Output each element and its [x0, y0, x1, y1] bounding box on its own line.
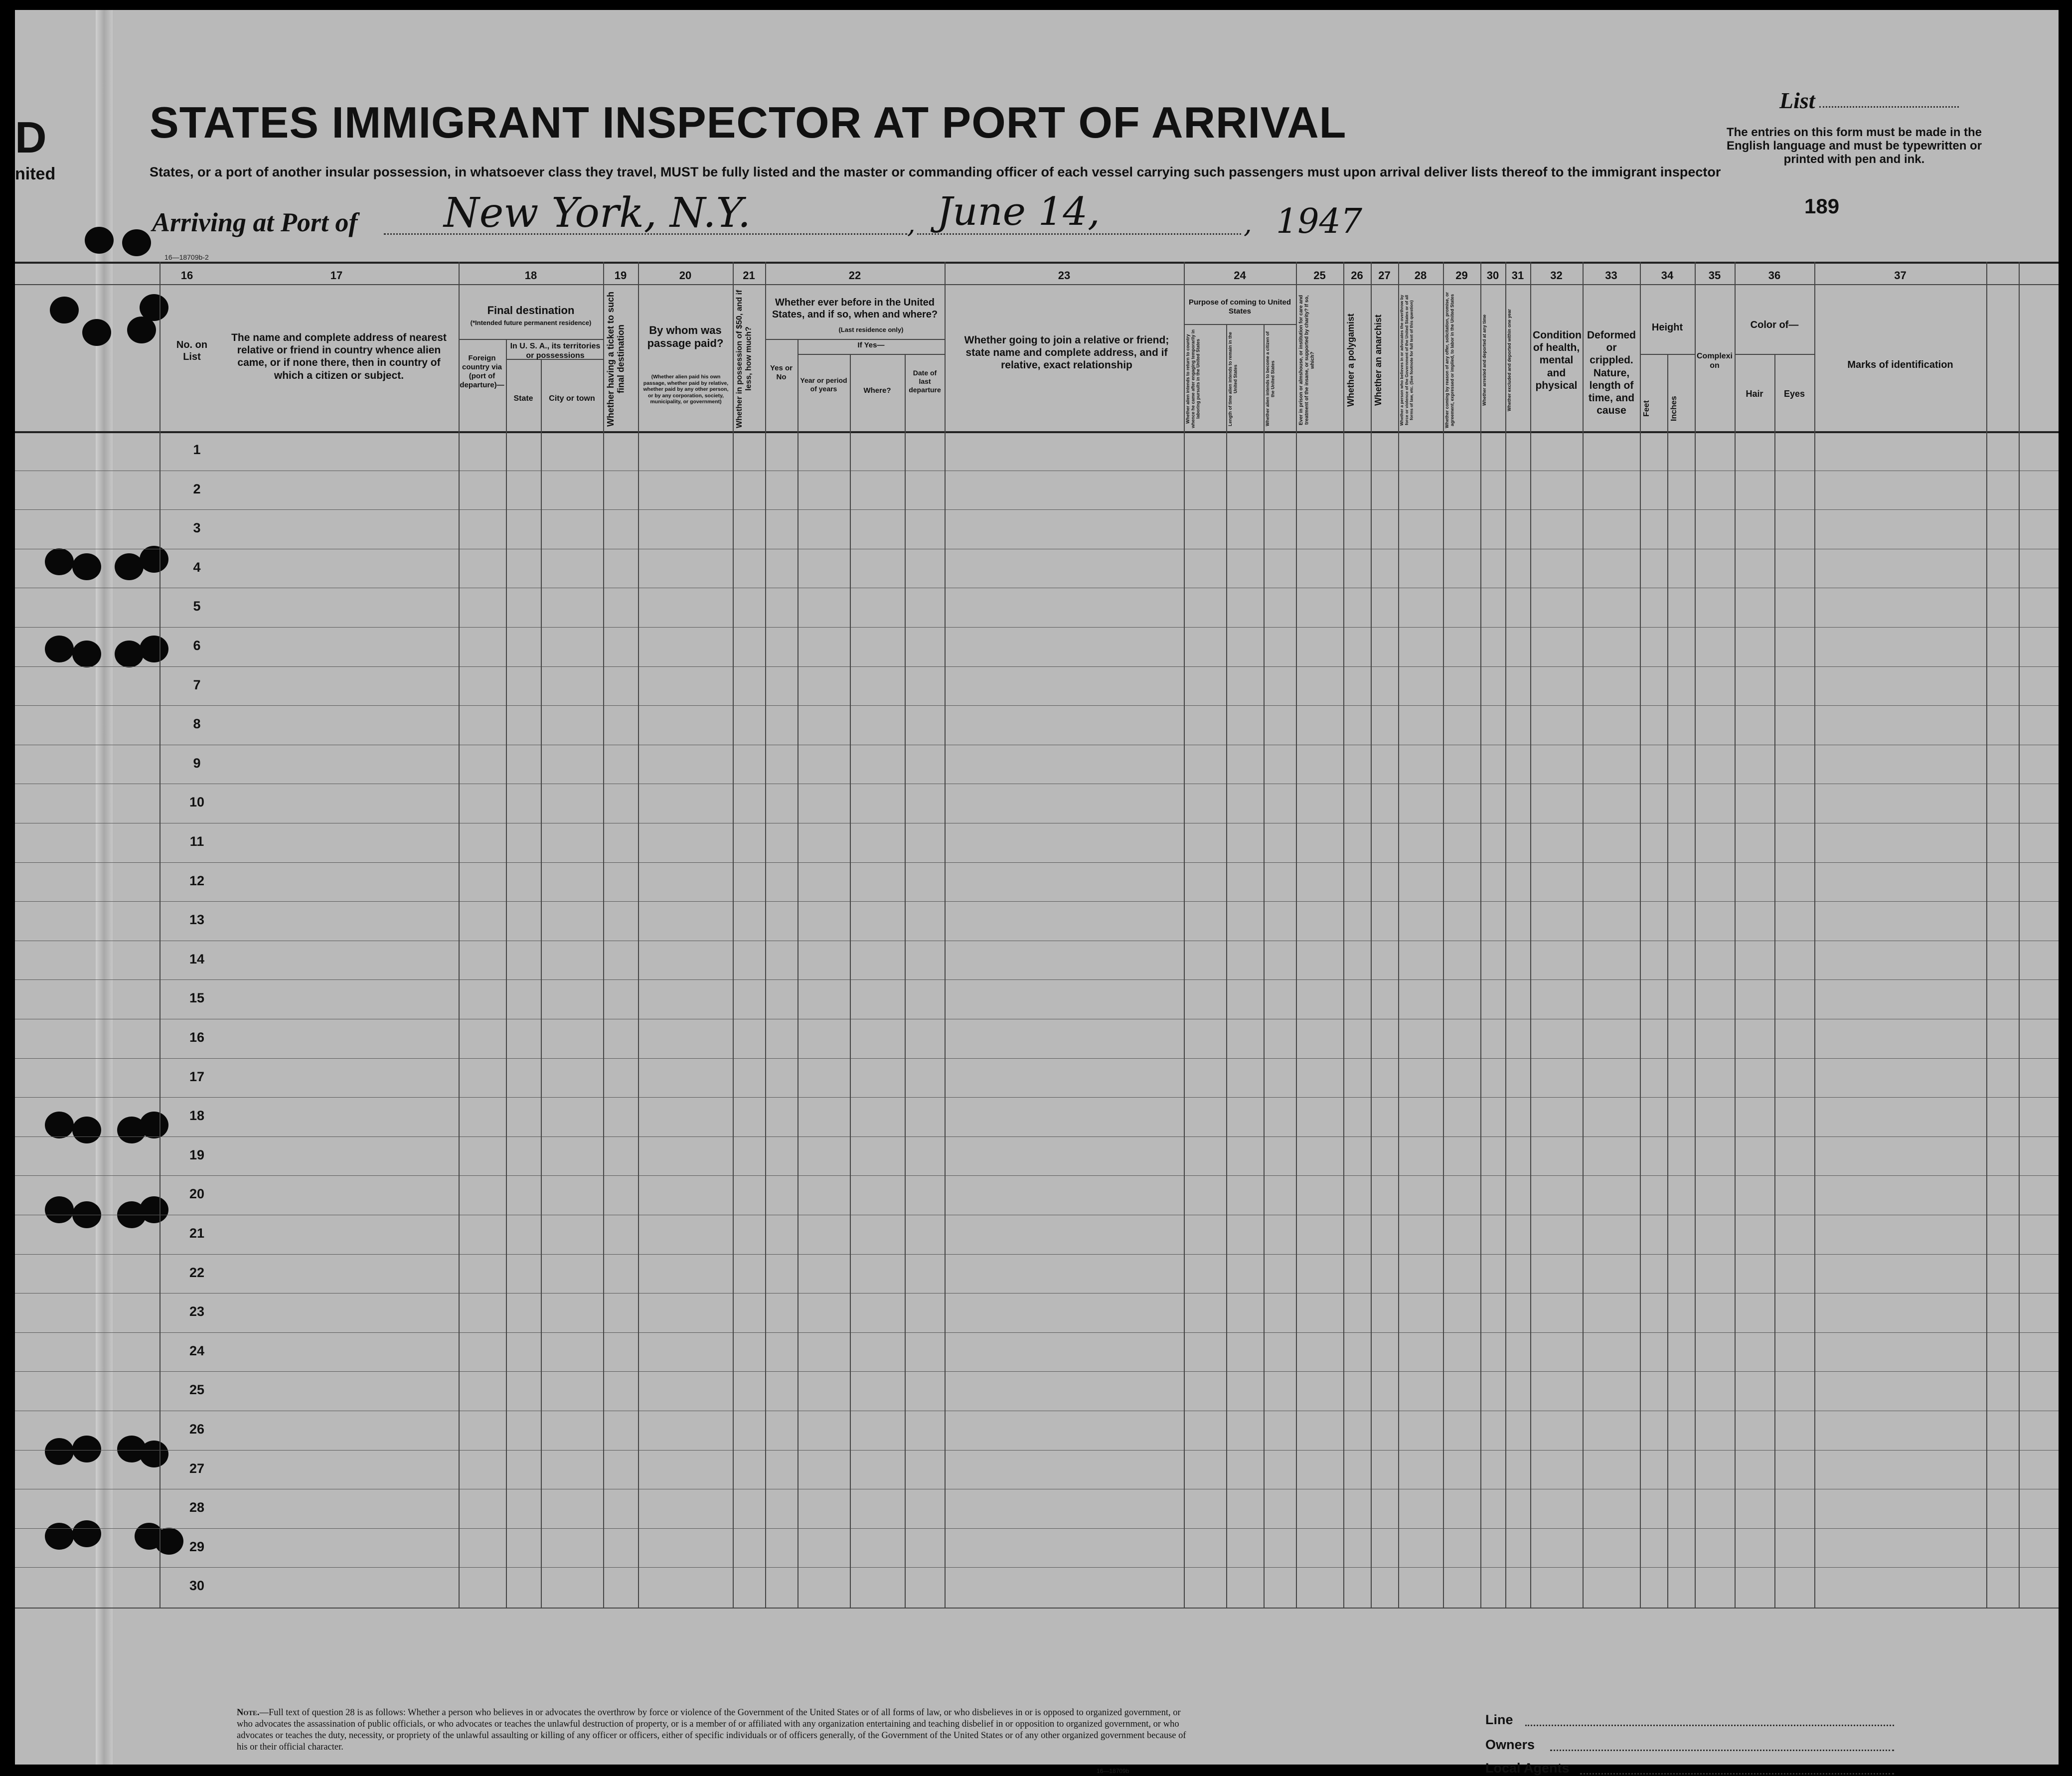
column-divider	[1443, 262, 1444, 1608]
column-number: 28	[1414, 269, 1427, 282]
punch-hole	[140, 1112, 168, 1138]
line-label: Line	[1485, 1712, 1513, 1727]
column-divider	[1398, 262, 1399, 1608]
header-passage-paid-note: (Whether alien paid his own passage, whether paid by relative, whether paid by any other person, or by any corporation, society, municipality, or government)	[643, 374, 729, 405]
row-number: 30	[189, 1578, 205, 1594]
header-complexion: Complexion	[1696, 352, 1733, 370]
header-last-residence: (Last residence only)	[838, 326, 904, 333]
header-final-destination-note: (*Intended future permanent residence)	[470, 319, 592, 326]
row-rule	[15, 901, 2059, 902]
header-bottom-rule	[15, 431, 2059, 433]
row-number: 12	[189, 873, 205, 888]
punch-hole	[72, 1436, 101, 1462]
header-hair: Hair	[1746, 389, 1763, 399]
punch-hole	[50, 297, 79, 323]
header-inches: Inches	[1670, 396, 1678, 422]
header-last-departure: Date of last departure	[909, 369, 941, 394]
column-divider	[459, 262, 460, 1608]
subheader-rule	[765, 339, 945, 340]
row-number: 19	[189, 1147, 205, 1162]
row-rule	[15, 509, 2059, 510]
column-divider	[1735, 262, 1736, 1608]
note-text: —Full text of question 28 is as follows: Whether a person who believes in or advocates the overthrow by force or violence of the Government of the United States or of all forms of law, or who disbelieves in or is opposed to organized government, or who advocates the assassination of public officials, or who advocates or teaches the unlawful destruction of property, or is a member of or affiliated with any organization entertaining and teaching disbelief in or opposition to organized government, or who advocates or teaches the duty, necessity, or propriety of the unlawful assaulting or killing of any officer or officers, either of specific individuals or of officers generally, of the Government of the United States or of any other organized government because of his or their official character.	[237, 1708, 1186, 1752]
header-yes-no: Yes or No	[770, 364, 793, 381]
column-divider	[1264, 324, 1265, 1608]
column-number: 32	[1550, 269, 1563, 282]
page-subtitle: States, or a port of another insular possession, in whatsoever class they travel, MUST be fully listed and the master or commanding officer of each vessel carrying such passengers must upon arrival deliver lists thereof to the immigrant inspector	[150, 164, 1721, 179]
footer-form-code: 16—18709b	[1097, 1768, 1129, 1775]
row-rule	[15, 627, 2059, 628]
question-28-footnote	[237, 1707, 1199, 1753]
header-arrested: Whether arrested and deported at any time	[1482, 314, 1487, 406]
punch-hole	[72, 1117, 101, 1143]
header-identification-marks: Marks of identification	[1847, 359, 1953, 370]
column-divider	[765, 262, 766, 1608]
table-top-rule	[15, 262, 2059, 264]
year-entry: 1947	[1276, 202, 1363, 241]
column-divider	[159, 262, 160, 1608]
punch-hole	[140, 294, 168, 321]
column-number: 17	[330, 269, 343, 282]
column-number: 16	[180, 269, 193, 282]
punch-hole	[115, 641, 144, 667]
comma-mark: ,	[1244, 209, 1252, 239]
column-divider	[1640, 262, 1641, 1608]
row-rule	[15, 1058, 2059, 1059]
row-rule	[15, 1450, 2059, 1451]
header-ever-before: Whether ever before in the United States, and if so, when and where?	[772, 297, 938, 320]
column-number: 25	[1313, 269, 1326, 282]
row-rule	[15, 1254, 2059, 1255]
header-excluded: Whether excluded and deported within one year	[1507, 309, 1512, 412]
local-agents-label: Local Agents	[1485, 1761, 1570, 1776]
comma-mark: ,	[907, 209, 916, 239]
header-citizen-intent: Whether alien intends to become a citizen of the United States	[1265, 331, 1275, 427]
header-return-intent: Whether alien intends to return to country whence he came after engaging temporarily in laboring pursuits in the United States	[1185, 329, 1201, 429]
row-number: 4	[193, 559, 201, 575]
column-divider	[1184, 262, 1185, 1608]
row-number: 8	[193, 716, 201, 732]
row-rule	[15, 666, 2059, 667]
row-number: 24	[189, 1343, 205, 1358]
row-number: 11	[189, 834, 204, 849]
row-rule	[15, 705, 2059, 706]
punch-hole	[45, 636, 74, 662]
row-number: 2	[193, 481, 201, 496]
row-rule	[15, 1332, 2059, 1333]
column-divider	[1695, 262, 1696, 1608]
port-entry: New York, N.Y.	[444, 189, 751, 237]
header-list-number: No. on List	[176, 339, 208, 362]
row-number: 27	[189, 1460, 205, 1476]
column-divider	[638, 262, 639, 1608]
header-final-destination: Final destination	[487, 304, 575, 317]
column-divider	[1667, 354, 1668, 1608]
column-divider	[850, 354, 851, 1608]
row-number: 15	[189, 990, 205, 1006]
row-rule	[15, 1567, 2059, 1568]
column-divider	[1480, 262, 1481, 1608]
punch-hole	[45, 1523, 74, 1550]
punch-hole	[72, 553, 101, 580]
row-rule	[15, 1528, 2059, 1529]
row-number: 28	[189, 1500, 205, 1515]
column-number-rule	[15, 284, 2059, 285]
row-number: 13	[189, 912, 205, 928]
header-passage-paid: By whom was passage paid?	[647, 324, 724, 350]
column-number: 24	[1234, 269, 1246, 282]
column-number: 35	[1708, 269, 1721, 282]
column-divider	[506, 339, 507, 1608]
cut-off-subtitle: nited	[15, 164, 56, 183]
note-label: Note.	[237, 1708, 260, 1718]
column-divider	[1226, 324, 1227, 1608]
form-code: 16—18709b-2	[164, 253, 209, 261]
header-nearest-relative: The name and complete address of nearest relative or friend in country whence alien came, or if none there, then in country of which a citizen or subject.	[231, 332, 447, 381]
punch-hole	[140, 1441, 168, 1467]
row-number: 1	[193, 442, 201, 457]
header-height: Height	[1651, 322, 1683, 333]
subheader-rule	[797, 354, 945, 355]
row-number: 26	[189, 1422, 205, 1437]
column-number: 30	[1486, 269, 1499, 282]
row-number: 16	[189, 1030, 205, 1045]
column-divider	[1505, 262, 1506, 1608]
header-prison: Ever in prison or almshouse, or institution for care and treatment of the insane, or supported by charity? If so, which?	[1298, 295, 1315, 426]
row-number: 20	[189, 1186, 205, 1202]
column-number: 21	[743, 269, 755, 282]
column-divider	[797, 339, 798, 1608]
row-number: 29	[189, 1539, 205, 1554]
row-rule	[15, 862, 2059, 863]
header-purpose: Purpose of coming to United States	[1189, 298, 1291, 316]
column-divider	[1371, 262, 1372, 1608]
row-number: 22	[189, 1265, 205, 1280]
punch-hole	[45, 1196, 74, 1223]
column-number: 27	[1378, 269, 1391, 282]
manifest-sheet	[15, 10, 2059, 1776]
row-number: 14	[189, 951, 205, 967]
punch-hole	[140, 636, 168, 662]
column-divider	[603, 262, 604, 1608]
header-city: City or town	[549, 394, 595, 403]
header-anarchist: Whether an anarchist	[1373, 314, 1383, 406]
column-divider	[1583, 262, 1584, 1608]
subheader-rule	[1735, 354, 1814, 355]
header-polygamist: Whether a polygamist	[1346, 313, 1356, 407]
header-labor-offer: Whether coming by reason of any offer, solicitation, promise, or agreement, expressed or implied, to labor in the United States	[1444, 292, 1455, 429]
punch-hole	[140, 546, 168, 573]
column-divider	[905, 354, 906, 1608]
column-number: 18	[524, 269, 537, 282]
owners-label: Owners	[1485, 1737, 1535, 1752]
punch-hole	[45, 1112, 74, 1138]
punch-hole	[85, 227, 114, 254]
agents-rule	[1580, 1773, 1894, 1775]
column-divider	[733, 262, 734, 1608]
punch-hole	[45, 548, 74, 575]
header-overthrow: Whether a person who believes in or advocates the overthrow by force or violence of the Government of the United States or of all forms of law, etc. (See footnote for full text of this question)	[1399, 295, 1414, 426]
punch-hole	[72, 641, 101, 667]
header-foreign-country: Foreign country via (port of departure)—	[460, 354, 504, 389]
column-divider	[2019, 262, 2020, 1608]
punch-hole	[122, 229, 151, 256]
header-feet: Feet	[1642, 400, 1651, 417]
column-number: 37	[1894, 269, 1907, 282]
column-divider	[541, 359, 542, 1608]
row-rule	[15, 1175, 2059, 1176]
row-number: 9	[193, 755, 201, 771]
row-rule	[15, 1097, 2059, 1098]
header-length-stay: Length of time alien intends to remain in the United States	[1228, 331, 1238, 426]
column-divider	[1774, 354, 1775, 1608]
list-rule	[1819, 106, 1959, 108]
column-divider	[1814, 262, 1815, 1608]
column-divider	[945, 262, 946, 1608]
header-fifty-dollars: Whether in possession of $50, and if less, how much?	[735, 290, 753, 428]
column-number: 19	[614, 269, 627, 282]
page-title: STATES IMMIGRANT INSPECTOR AT PORT OF ARRIVAL	[150, 98, 1347, 147]
column-number: 22	[848, 269, 861, 282]
subheader-rule	[1640, 354, 1695, 355]
row-number: 7	[193, 677, 201, 692]
header-eyes: Eyes	[1783, 389, 1805, 399]
column-number: 23	[1058, 269, 1071, 282]
row-number: 10	[189, 795, 205, 810]
punch-hole	[140, 1196, 168, 1223]
header-year-period: Year or period of years	[800, 376, 847, 393]
column-number: 29	[1455, 269, 1468, 282]
column-divider	[1343, 262, 1344, 1608]
entries-notice: The entries on this form must be made in the English language and must be typewritten or printed with pen and ink.	[1726, 126, 1982, 166]
header-deformed: Deformed or crippled. Nature, length of time, and cause	[1587, 329, 1636, 417]
row-number: 18	[189, 1108, 205, 1124]
header-join-relative: Whether going to join a relative or friend; state name and complete address, and if relative, exact relationship	[964, 334, 1169, 371]
row-number: 25	[189, 1382, 205, 1398]
header-usa: In U. S. A., its territories or possessions	[510, 342, 601, 360]
row-rule	[15, 1136, 2059, 1137]
punch-hole	[82, 319, 111, 346]
header-ticket: Whether having a ticket to such final destination	[606, 291, 626, 427]
column-number: 26	[1351, 269, 1363, 282]
page-fold	[96, 10, 113, 1765]
column-number: 36	[1768, 269, 1781, 282]
header-state: State	[513, 394, 533, 403]
column-number: 20	[679, 269, 692, 282]
date-entry: June 14,	[937, 189, 1100, 234]
row-number: 5	[193, 599, 201, 614]
subheader-rule	[1184, 324, 1296, 325]
header-health: Condition of health, mental and physical	[1533, 329, 1582, 391]
header-if-yes: If Yes—	[857, 341, 885, 349]
cut-off-heading: D	[15, 113, 47, 162]
column-number: 34	[1661, 269, 1674, 282]
line-rule	[1525, 1725, 1894, 1726]
owners-rule	[1550, 1750, 1894, 1751]
list-label: List	[1779, 88, 1815, 113]
row-number: 6	[193, 638, 201, 653]
header-color-of: Color of—	[1750, 320, 1799, 330]
page-number: 189	[1804, 194, 1840, 218]
row-rule	[15, 1371, 2059, 1372]
column-number: 33	[1605, 269, 1617, 282]
column-divider	[1530, 262, 1531, 1608]
row-rule	[15, 979, 2059, 980]
punch-hole	[45, 1438, 74, 1465]
column-number: 31	[1511, 269, 1524, 282]
row-number: 23	[189, 1304, 205, 1319]
row-number: 21	[189, 1226, 205, 1241]
punch-hole	[72, 1520, 101, 1547]
subheader-rule	[459, 339, 603, 340]
table-bottom-rule	[15, 1608, 2059, 1609]
row-number: 3	[193, 520, 201, 536]
row-number: 17	[189, 1069, 205, 1084]
column-divider	[1986, 262, 1987, 1608]
column-divider	[1296, 262, 1297, 1608]
header-where: Where?	[863, 386, 891, 395]
arriving-label: Arriving at Port of	[152, 207, 358, 237]
